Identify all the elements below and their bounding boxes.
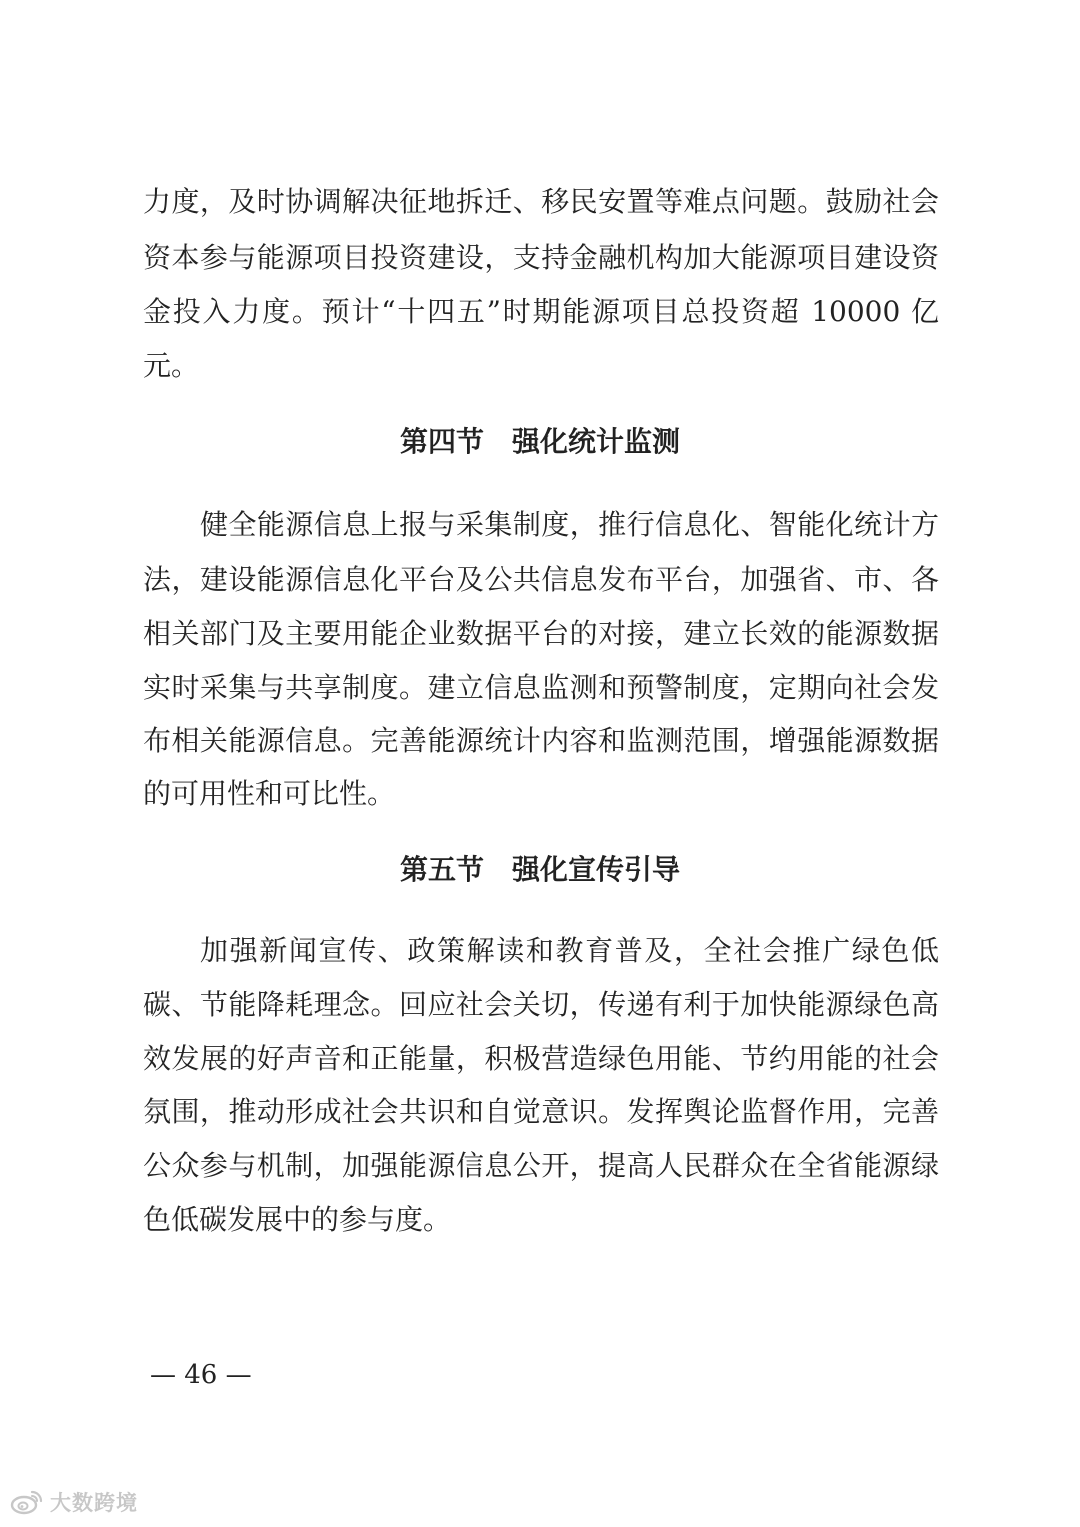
paragraph-line: 元。 (143, 349, 200, 382)
watermark-text: 大数跨境 (50, 1491, 138, 1515)
paragraph-line: 实时采集与共享制度。建立信息监测和预警制度，定期向社会发 (143, 671, 939, 704)
paragraph-line: 公众参与机制，加强能源信息公开，提高人民群众在全省能源绿 (143, 1149, 939, 1182)
paragraph-line: 的可用性和可比性。 (143, 777, 396, 810)
paragraph-line: 布相关能源信息。完善能源统计内容和监测范围，增强能源数据 (143, 724, 939, 757)
section-heading: 第五节 强化宣传引导 (399, 853, 680, 886)
paragraph-line: 加强新闻宣传、政策解读和教育普及，全社会推广绿色低 (200, 934, 939, 967)
weibo-logo-icon (10, 1489, 44, 1515)
paragraph-line: 资本参与能源项目投资建设，支持金融机构加大能源项目建设资 (143, 241, 939, 274)
paragraph-line: 相关部门及主要用能企业数据平台的对接，建立长效的能源数据 (143, 617, 939, 650)
paragraph-line: 金投入力度。预计“十四五”时期能源项目总投资超 10000 亿 (143, 295, 939, 328)
paragraph-line: 色低碳发展中的参与度。 (143, 1203, 452, 1236)
paragraph-line: 碳、节能降耗理念。回应社会关切，传递有利于加快能源绿色高 (143, 988, 939, 1021)
watermark (10, 1487, 138, 1517)
paragraph-line: 氛围，推动形成社会共识和自觉意识。发挥舆论监督作用，完善 (143, 1095, 939, 1128)
page-number: — 46 — (150, 1360, 252, 1390)
section-heading: 第四节 强化统计监测 (399, 425, 680, 458)
paragraph-line: 力度，及时协调解决征地拆迁、移民安置等难点问题。鼓励社会 (143, 185, 939, 218)
paragraph-line: 法，建设能源信息化平台及公共信息发布平台，加强省、市、各 (143, 563, 939, 596)
paragraph-line: 效发展的好声音和正能量，积极营造绿色用能、节约用能的社会 (143, 1042, 939, 1075)
paragraph-line: 健全能源信息上报与采集制度，推行信息化、智能化统计方 (200, 508, 939, 541)
